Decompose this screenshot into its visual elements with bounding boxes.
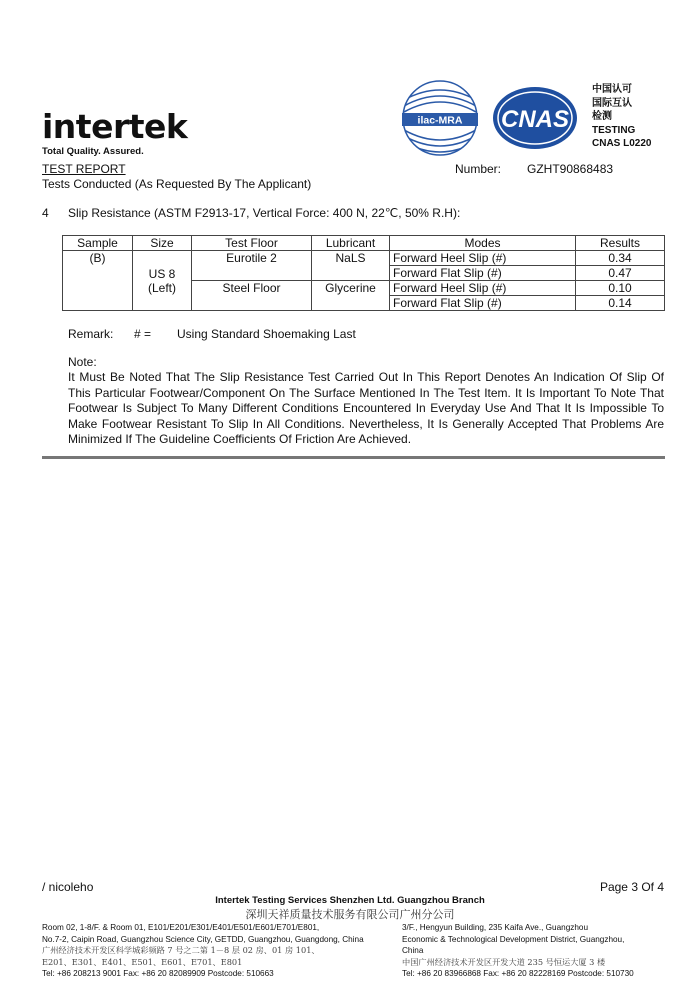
ilac-mra-seal (402, 80, 478, 156)
cell-mode: Forward Flat Slip (#) (390, 266, 576, 281)
address-line: 广州经济技术开发区科学城彩频路 7 号之二第 1－8 层 02 房、01 房 101、 (42, 945, 320, 955)
size-side: (Left) (147, 280, 176, 295)
divider (42, 456, 665, 459)
address-line: No.7-2, Caipin Road, Guangzhou Science City, GETDD, Guangzhou, Guangdong, China (42, 934, 364, 944)
accreditation-line: 检测 (592, 111, 612, 122)
slip-resistance-table (62, 235, 665, 311)
cell-mode: Forward Flat Slip (#) (390, 296, 576, 311)
cnas-seal (492, 86, 578, 150)
remark-label: Remark: (68, 327, 114, 341)
header-results: Results (576, 236, 665, 251)
address-right (402, 922, 634, 980)
header-test-floor: Test Floor (192, 236, 312, 251)
report-number (455, 162, 613, 176)
cell-result: 0.47 (576, 266, 665, 281)
ilac-mra-label: ilac-MRA (417, 114, 463, 127)
note-body: It Must Be Noted That The Slip Resistance Test Carried Out In This Report Denotes An Indication Of Slip Of This Particular Footwear/Component On The Surface Mentioned In The Test Item. It Is Important To Note That Footwear Is Subject To Many Different Conditions Encountered In Everyday Use And That It Is Impossible To Make Footwear Resistant To Slip In All Conditions. Nevertheless, It Is Generally Accepted That Problems Are Minimized If The Guideline Coefficients Of Friction Are Achieved. (68, 370, 664, 446)
cnas-label: CNAS (500, 106, 570, 133)
cell-test-floor: Steel Floor (192, 281, 312, 311)
address-line: E201、E301、E401、E501、E601、E701、E801 (42, 956, 243, 967)
cell-size (133, 251, 192, 311)
address-line: Room 02, 1-8/F. & Room 01, E101/E201/E301/E401/E501/E601/E701/E801, (42, 923, 320, 932)
section-heading (42, 206, 460, 220)
address-line: 3/F., Hengyun Building, 235 Kaifa Ave., Guangzhou (402, 923, 589, 932)
address-line: Tel: +86 20 83966868 Fax: +86 20 82228169 Postcode: 510730 (402, 969, 634, 978)
logo-wordmark: intertek (42, 107, 188, 146)
table-row (63, 251, 665, 266)
cell-result: 0.10 (576, 281, 665, 296)
branch-name-chinese: 深圳天祥质量技术服务有限公司广州分公司 (245, 908, 455, 921)
report-number-value: GZHT90868483 (527, 162, 614, 176)
remark-text: Using Standard Shoemaking Last (177, 327, 356, 341)
address-left (42, 922, 364, 980)
address-line: 中国广州经济技术开发区开发大道 235 号恒运大厦 3 楼 (402, 956, 606, 967)
accreditation-line: TESTING (592, 124, 636, 136)
section-title: Slip Resistance (ASTM F2913-17, Vertical Force: 400 N, 22℃, 50% R.H): (68, 206, 461, 220)
cell-sample: (B) (63, 251, 133, 311)
tests-conducted: Tests Conducted (As Requested By The Applicant) (42, 177, 312, 191)
address-line: Tel: +86 208213 9001 Fax: +86 20 82089909 Postcode: 510663 (42, 969, 274, 978)
section-number: 4 (42, 206, 49, 220)
cell-mode: Forward Heel Slip (#) (390, 281, 576, 296)
page-number: Page 3 Of 4 (599, 880, 664, 894)
intertek-logo (42, 107, 188, 157)
accreditation-line: 中国认可 (592, 84, 632, 95)
report-title: TEST REPORT (42, 162, 126, 176)
accreditation-line: CNAS L0220 (592, 138, 652, 149)
size-value: US 8 (148, 266, 176, 281)
accreditation-text (592, 83, 651, 151)
accreditation-line: 国际互认 (592, 97, 632, 109)
note-title: Note: (68, 355, 97, 369)
header-lubricant: Lubricant (312, 236, 390, 251)
cell-mode: Forward Heel Slip (#) (390, 251, 576, 266)
logo-tagline: Total Quality. Assured. (42, 146, 144, 157)
address-line: Economic & Technological Development District, Guangzhou, (402, 934, 625, 944)
address-line: China (402, 946, 424, 955)
cell-lubricant: NaLS (312, 251, 390, 281)
branch-name: Intertek Testing Services Shenzhen Ltd. Guangzhou Branch (215, 895, 485, 906)
header-modes: Modes (390, 236, 576, 251)
cell-result: 0.34 (576, 251, 665, 266)
remark (68, 327, 356, 341)
signer: / nicoleho (42, 880, 94, 894)
cell-result: 0.14 (576, 296, 665, 311)
report-number-label: Number: (455, 162, 502, 176)
cell-lubricant: Glycerine (312, 281, 390, 311)
cell-test-floor: Eurotile 2 (192, 251, 312, 281)
header-sample: Sample (63, 236, 133, 251)
header-size: Size (133, 236, 192, 251)
table-header-row (63, 236, 665, 251)
remark-symbol: # = (134, 327, 152, 341)
